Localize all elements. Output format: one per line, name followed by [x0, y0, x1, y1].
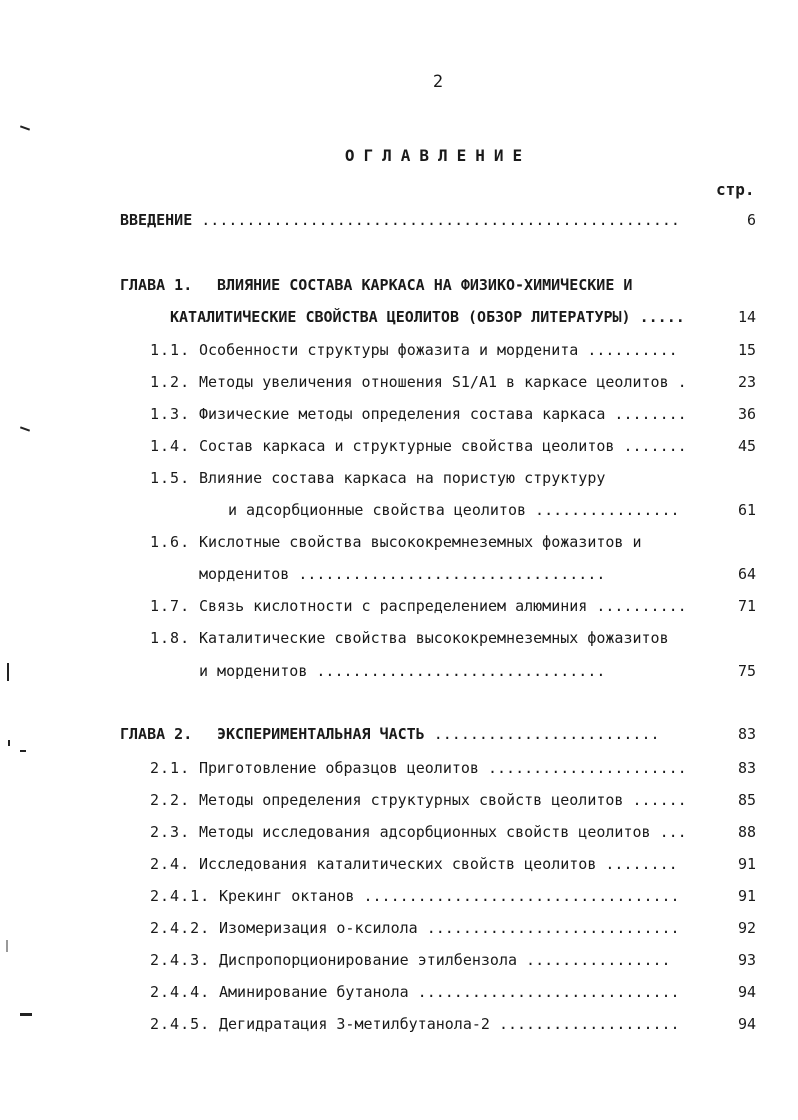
- toc-section: [0, 626, 798, 650]
- dot-leader: .............................: [408, 983, 680, 1001]
- section-number: 1.3.: [150, 405, 191, 423]
- page-ref: 92: [737, 919, 756, 937]
- section-title: Влияние состава каркаса на пористую структуру: [199, 469, 606, 487]
- dot-leader: .: [668, 373, 687, 391]
- toc-section: [0, 434, 798, 458]
- scan-mark: [20, 125, 30, 130]
- dot-leader: ..........: [587, 597, 687, 615]
- page-ref: 83: [737, 725, 756, 743]
- toc-title: ОГЛАВЛЕНИЕ: [344, 146, 532, 165]
- page-ref: 91: [737, 887, 756, 905]
- chapter-label: ГЛАВА 2.: [120, 725, 193, 743]
- section-number: 2.4.4.: [150, 983, 211, 1001]
- dot-leader: ............................: [417, 919, 680, 937]
- dot-leader: .....: [630, 308, 685, 326]
- section-title: Связь кислотности с распределением алюминия: [199, 597, 588, 615]
- toc-entry-intro: [0, 208, 798, 232]
- toc-section: [0, 820, 798, 844]
- section-title: Крекинг октанов: [219, 887, 355, 905]
- dot-leader: ....................: [489, 1015, 680, 1033]
- page-ref: 36: [737, 405, 756, 423]
- dot-leader: ..........: [578, 341, 678, 359]
- section-title: Методы увеличения отношения S1/A1 в каркасе цеолитов: [199, 373, 669, 391]
- section-number: 2.4.: [150, 855, 191, 873]
- page-ref: 71: [737, 597, 756, 615]
- page-ref: 75: [737, 662, 756, 680]
- scan-mark: [20, 426, 30, 431]
- section-title: Состав каркаса и структурные свойства цеолитов: [199, 437, 615, 455]
- dot-leader: ......: [623, 791, 687, 809]
- page-ref: 83: [737, 759, 756, 777]
- page-ref: 94: [737, 1015, 756, 1033]
- section-number: 2.3.: [150, 823, 191, 841]
- scan-mark: [8, 740, 10, 746]
- scan-mark: [20, 1013, 32, 1016]
- toc-section-continuation: [0, 659, 798, 683]
- page-ref: 45: [737, 437, 756, 455]
- page-ref: 91: [737, 855, 756, 873]
- toc-section: [0, 466, 798, 490]
- scan-mark: [7, 663, 9, 681]
- dot-leader: .......: [614, 437, 687, 455]
- page-ref: 85: [737, 791, 756, 809]
- section-title: Дегидратация 3-метилбутанола-2: [219, 1015, 490, 1033]
- section-number: 1.7.: [150, 597, 191, 615]
- section-number: 2.4.2.: [150, 919, 211, 937]
- toc-subsection: [0, 980, 798, 1004]
- section-title: Каталитические свойства высококремнеземных фожазитов: [199, 629, 669, 647]
- scan-mark: [6, 940, 8, 952]
- dot-leader: .....................................................: [192, 211, 680, 229]
- page-ref: 15: [737, 341, 756, 359]
- dot-leader: ...: [650, 823, 687, 841]
- section-number: 2.1.: [150, 759, 191, 777]
- section-title: Физические методы определения состава каркаса: [199, 405, 606, 423]
- section-title: Изомеризация о-ксилола: [219, 919, 418, 937]
- section-number: 1.1.: [150, 341, 191, 359]
- page-ref: 93: [737, 951, 756, 969]
- toc-section: [0, 370, 798, 394]
- page-ref: 88: [737, 823, 756, 841]
- chapter-title: ЭКСПЕРИМЕНТАЛЬНАЯ ЧАСТЬ: [217, 725, 425, 743]
- section-number: 2.4.5.: [150, 1015, 211, 1033]
- toc-subsection: [0, 1012, 798, 1036]
- chapter-title-line2: КАТАЛИТИЧЕСКИЕ СВОЙСТВА ЦЕОЛИТОВ (ОБЗОР ЛИТЕРАТУРЫ): [170, 308, 631, 326]
- dot-leader: ........: [596, 855, 678, 873]
- page-ref: 64: [737, 565, 756, 583]
- dot-leader: ................: [526, 501, 680, 519]
- toc-subsection: [0, 948, 798, 972]
- toc-subsection: [0, 884, 798, 908]
- page-ref: 94: [737, 983, 756, 1001]
- dot-leader: ..................................: [289, 565, 606, 583]
- dot-leader: ................: [517, 951, 671, 969]
- toc-section: [0, 852, 798, 876]
- section-title: Диспропорционирование этилбензола: [219, 951, 518, 969]
- scan-mark: [20, 750, 26, 752]
- section-number: 2.2.: [150, 791, 191, 809]
- dot-leader: ......................: [478, 759, 687, 777]
- section-title-cont: и морденитов: [199, 662, 308, 680]
- section-number: 2.4.3.: [150, 951, 211, 969]
- section-title: Исследования каталитических свойств цеолитов: [199, 855, 597, 873]
- chapter-label: ГЛАВА 1.: [120, 276, 193, 294]
- toc-section: [0, 530, 798, 554]
- toc-subsection: [0, 916, 798, 940]
- dot-leader: ........: [605, 405, 687, 423]
- section-title: Кислотные свойства высококремнеземных фожазитов и: [199, 533, 642, 551]
- dot-leader: ...................................: [354, 887, 680, 905]
- section-number: 1.6.: [150, 533, 191, 551]
- page-ref: 23: [737, 373, 756, 391]
- toc-chapter-1-line1: [0, 273, 798, 297]
- section-number: 1.8.: [150, 629, 191, 647]
- section-number: 1.2.: [150, 373, 191, 391]
- section-title: Приготовление образцов цеолитов: [199, 759, 479, 777]
- section-number: 1.5.: [150, 469, 191, 487]
- page-ref: 14: [737, 308, 756, 326]
- toc-section: [0, 338, 798, 362]
- pages-column-label: стр.: [716, 180, 755, 199]
- page-ref: 6: [746, 211, 756, 229]
- section-title: Особенности структуры фожазита и морденита: [199, 341, 579, 359]
- toc-section-continuation: [0, 498, 798, 522]
- toc-section: [0, 594, 798, 618]
- toc-section: [0, 402, 798, 426]
- section-title-cont: и адсорбционные свойства цеолитов: [228, 501, 527, 519]
- section-number: 1.4.: [150, 437, 191, 455]
- section-number: 2.4.1.: [150, 887, 211, 905]
- section-title: Аминирование бутанола: [219, 983, 409, 1001]
- toc-section: [0, 756, 798, 780]
- dot-leader: .........................: [424, 725, 660, 743]
- section-title: Методы определения структурных свойств цеолитов: [199, 791, 624, 809]
- toc-section-continuation: [0, 562, 798, 586]
- toc-chapter-1-line2: [0, 305, 798, 329]
- dot-leader: ................................: [307, 662, 606, 680]
- chapter-title-line1: ВЛИЯНИЕ СОСТАВА КАРКАСА НА ФИЗИКО-ХИМИЧЕСКИЕ И: [217, 276, 633, 294]
- toc-section: [0, 788, 798, 812]
- section-title: Методы исследования адсорбционных свойств цеолитов: [199, 823, 651, 841]
- page-ref: 61: [737, 501, 756, 519]
- intro-title: ВВЕДЕНИЕ: [120, 211, 193, 229]
- section-title-cont: морденитов: [199, 565, 290, 583]
- toc-chapter-2: [0, 722, 798, 746]
- page-number: 2: [432, 72, 444, 92]
